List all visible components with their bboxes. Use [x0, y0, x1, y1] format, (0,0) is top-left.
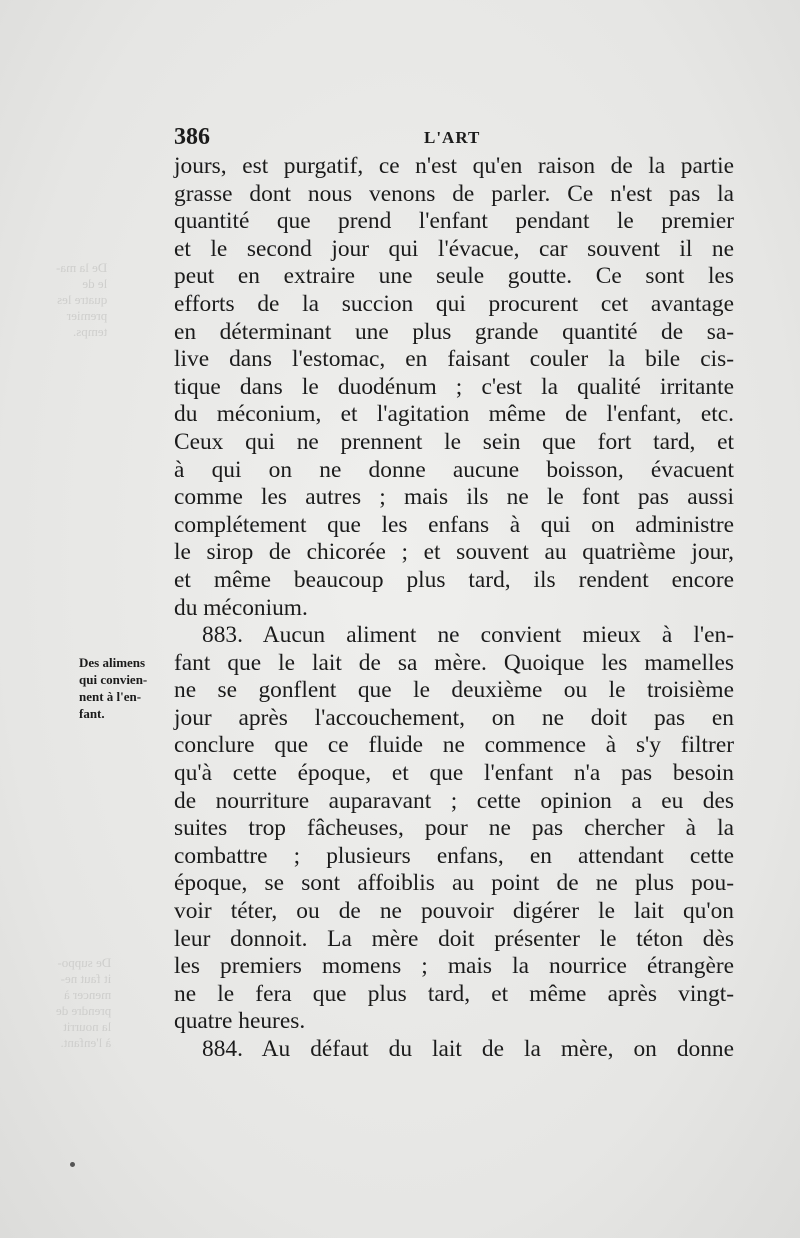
text-line: jour après l'accouchement, on ne doit pas en [174, 704, 734, 731]
text-line: époque, se sont affoiblis au point de ne plus pou- [174, 870, 734, 897]
text-line: live dans l'estomac, en faisant couler la bile cis- [174, 346, 734, 373]
text-line: combattre ; plusieurs enfans, en attendant cette [174, 842, 734, 869]
page-number: 386 [174, 124, 210, 150]
text-line: fant que le lait de sa mère. Quoique les mamelles [174, 649, 734, 676]
text-line: du méconium. [174, 594, 308, 621]
margin-note-line: Des alimens [79, 655, 146, 670]
text-line: efforts de la succion qui procurent cet avantage [174, 290, 734, 317]
body-text [174, 153, 734, 1064]
text-line: de nourriture auparavant ; cette opinion a eu des [174, 787, 734, 814]
text-line: du méconium, et l'agitation même de l'enfant, etc. [174, 401, 734, 428]
text-line: comme les autres ; mais ils ne le font pas aussi [174, 484, 734, 511]
text-line: voir téter, ou de ne pouvoir digérer le lait qu'on [174, 898, 734, 925]
text-line: peut en extraire une seule goutte. Ce sont les [174, 263, 734, 290]
text-line: les premiers momens ; mais la nourrice étrangère [174, 953, 734, 980]
text-line: conclure que ce fluide ne commence à s'y filtrer [174, 732, 734, 759]
paragraph-start-884: 884. Au défaut du lait de la mère, on donne [202, 1036, 734, 1062]
text-line: et le second jour qui l'évacue, car souvent il ne [174, 235, 734, 262]
text-line: jours, est purgatif, ce n'est qu'en raison de la partie [174, 153, 734, 179]
margin-note [79, 654, 171, 722]
text-line: grasse dont nous venons de parler. Ce n'est pas la [174, 180, 734, 207]
text-line: suites trop fâcheuses, pour ne pas chercher à la [174, 815, 734, 842]
text-line: complétement que les enfans à qui on administre [174, 511, 734, 538]
text-line: quantité que prend l'enfant pendant le premier [174, 208, 734, 235]
text-line: leur donnoit. La mère doit présenter le téton dès [174, 925, 734, 952]
text-line: le sirop de chicorée ; et souvent au quatrième jour, [174, 539, 734, 566]
bleed-through-text: De suppo- it faut ne- mencer à prendre de la nourrit à l'enfant. [56, 955, 112, 1050]
margin-note-line: nent à l'en- [79, 689, 142, 704]
running-head: L'ART [424, 128, 481, 147]
text-line: et même beaucoup plus tard, ils rendent encore [174, 566, 734, 593]
text-line: ne se gonflent que le deuxième ou le troisième [174, 677, 734, 704]
text-line: qu'à cette époque, et que l'enfant n'a pas besoin [174, 760, 734, 787]
paragraph-start-883: 883. Aucun aliment ne convient mieux à l'en- [202, 622, 734, 649]
text-line: ne le fera que plus tard, et même après vingt- [174, 980, 734, 1007]
margin-note-line: qui convien- [79, 672, 148, 687]
text-line: à qui on ne donne aucune boisson, évacuent [174, 456, 734, 483]
bleed-through-text: De la ma- le de quatre les premier temps. [56, 260, 108, 339]
text-line: quatre heures. [174, 1008, 306, 1035]
text-line: en déterminant une plus grande quantité de sa- [174, 318, 734, 345]
ink-spot [70, 1162, 75, 1167]
text-line: Ceux qui ne prennent le sein que fort tard, et [174, 428, 734, 455]
margin-note-line: fant. [79, 706, 105, 721]
text-line: tique dans le duodénum ; c'est la qualité irritante [174, 373, 734, 400]
page-header [174, 124, 734, 154]
